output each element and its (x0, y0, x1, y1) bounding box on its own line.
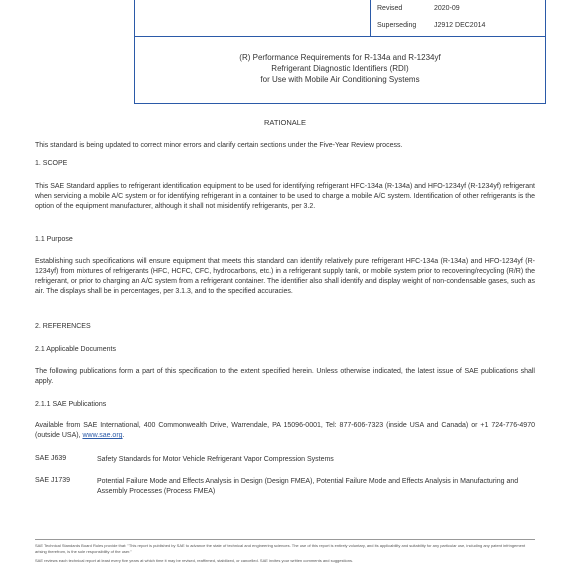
revised-label: Revised (377, 5, 403, 12)
sae-publications-heading: 2.1.1 SAE Publications (35, 401, 107, 408)
sae-website-link[interactable]: www.sae.org (82, 432, 123, 439)
sae-publications-body: Available from SAE International, 400 Commonwealth Drive, Warrendale, PA 15096-0001, Tel: 877-606-7323 (inside USA and Canada) or +1 724-776-4970 (outside USA), (35, 422, 535, 439)
ref-desc-j1739: Potential Failure Mode and Effects Analysis in Design (Design FMEA), Potential Failure Mode and Effects Analysis in Manufacturing and Assembly Processes (Process FMEA) (97, 478, 519, 495)
rationale-text: This standard is being updated to correct minor errors and clarify certain sections under the Five-Year Review process. (35, 142, 403, 149)
applicable-docs-heading: 2.1 Applicable Documents (35, 346, 116, 353)
document-title (134, 52, 546, 85)
purpose-text: Establishing such specifications will ensure equipment that meets this standard can identify relatively pure refrigerant HFC-134a (R-134a) and HFO-1234yf (R-1234yf) from mixtures of refrigerants (HFC, HCFC, CFC, hydrocarbons, etc.) in a refrigerant supply tank, or mobile system prior to recovering/recycling (R/R) the refrigerant, or prior to charging an A/C system from a refrigerant container. The identifier also shall identify and display weight of non-condensable gases, such as air. The displays shall be in percentages, per 3.1.3, and to the specified accuracies. (35, 258, 535, 295)
sae-publications-end: . (122, 432, 125, 439)
references-heading: 2. REFERENCES (35, 323, 91, 330)
title-line-2: Refrigerant Diagnostic Identifiers (RDI) (271, 64, 409, 73)
ref-id-j639: SAE J639 (35, 455, 67, 462)
scope-heading: 1. SCOPE (35, 160, 68, 167)
title-line-3: for Use with Mobile Air Conditioning Systems (260, 75, 420, 84)
header-border-divider (370, 0, 371, 36)
ref-desc-j639: Safety Standards for Motor Vehicle Refrigerant Vapor Compression Systems (97, 456, 334, 463)
ref-id-j1739: SAE J1739 (35, 477, 71, 484)
rationale-heading: RATIONALE (264, 118, 306, 127)
purpose-heading: 1.1 Purpose (35, 236, 73, 243)
header-border-bottom (134, 103, 546, 104)
footer-notice-2: SAE reviews each technical report at least every five years at which time it may be revised, reaffirmed, stabilized, or cancelled. SAE invites your written comments and suggestions. (35, 558, 354, 563)
footer-divider (35, 539, 535, 540)
footer-notice-1: SAE Technical Standards Board Rules provide that: "This report is published by SAE to advance the state of technical and engineering sciences. The use of this report is entirely voluntary, and its applicability and suitability for any particular use, including any patent infringement arising therefrom, is the sole responsibility of the user." (35, 543, 526, 554)
title-line-1: (R) Performance Requirements for R-134a and R-1234yf (239, 53, 441, 62)
superseding-label: Superseding (377, 22, 417, 29)
superseding-value: J2912 DEC2014 (434, 22, 486, 29)
revised-value: 2020-09 (434, 5, 460, 12)
header-border-middle (134, 36, 546, 37)
applicable-docs-text: The following publications form a part of this specification to the extent specified herein. Unless otherwise indicated, the latest issue of SAE publications shall apply. (35, 368, 535, 385)
scope-text: This SAE Standard applies to refrigerant identification equipment to be used for identifying refrigerant HFC-134a (R-134a) and HFO-1234yf (R-1234yf) refrigerant when servicing a mobile A/C system or for identifying refrigerant in a container to be used to charge a mobile A/C system. Identification of other refrigerants is the option of the equipment manufacturer, although it shall not misidentify refrigerants, per 3.2. (35, 183, 535, 210)
sae-publications-text (35, 421, 535, 441)
